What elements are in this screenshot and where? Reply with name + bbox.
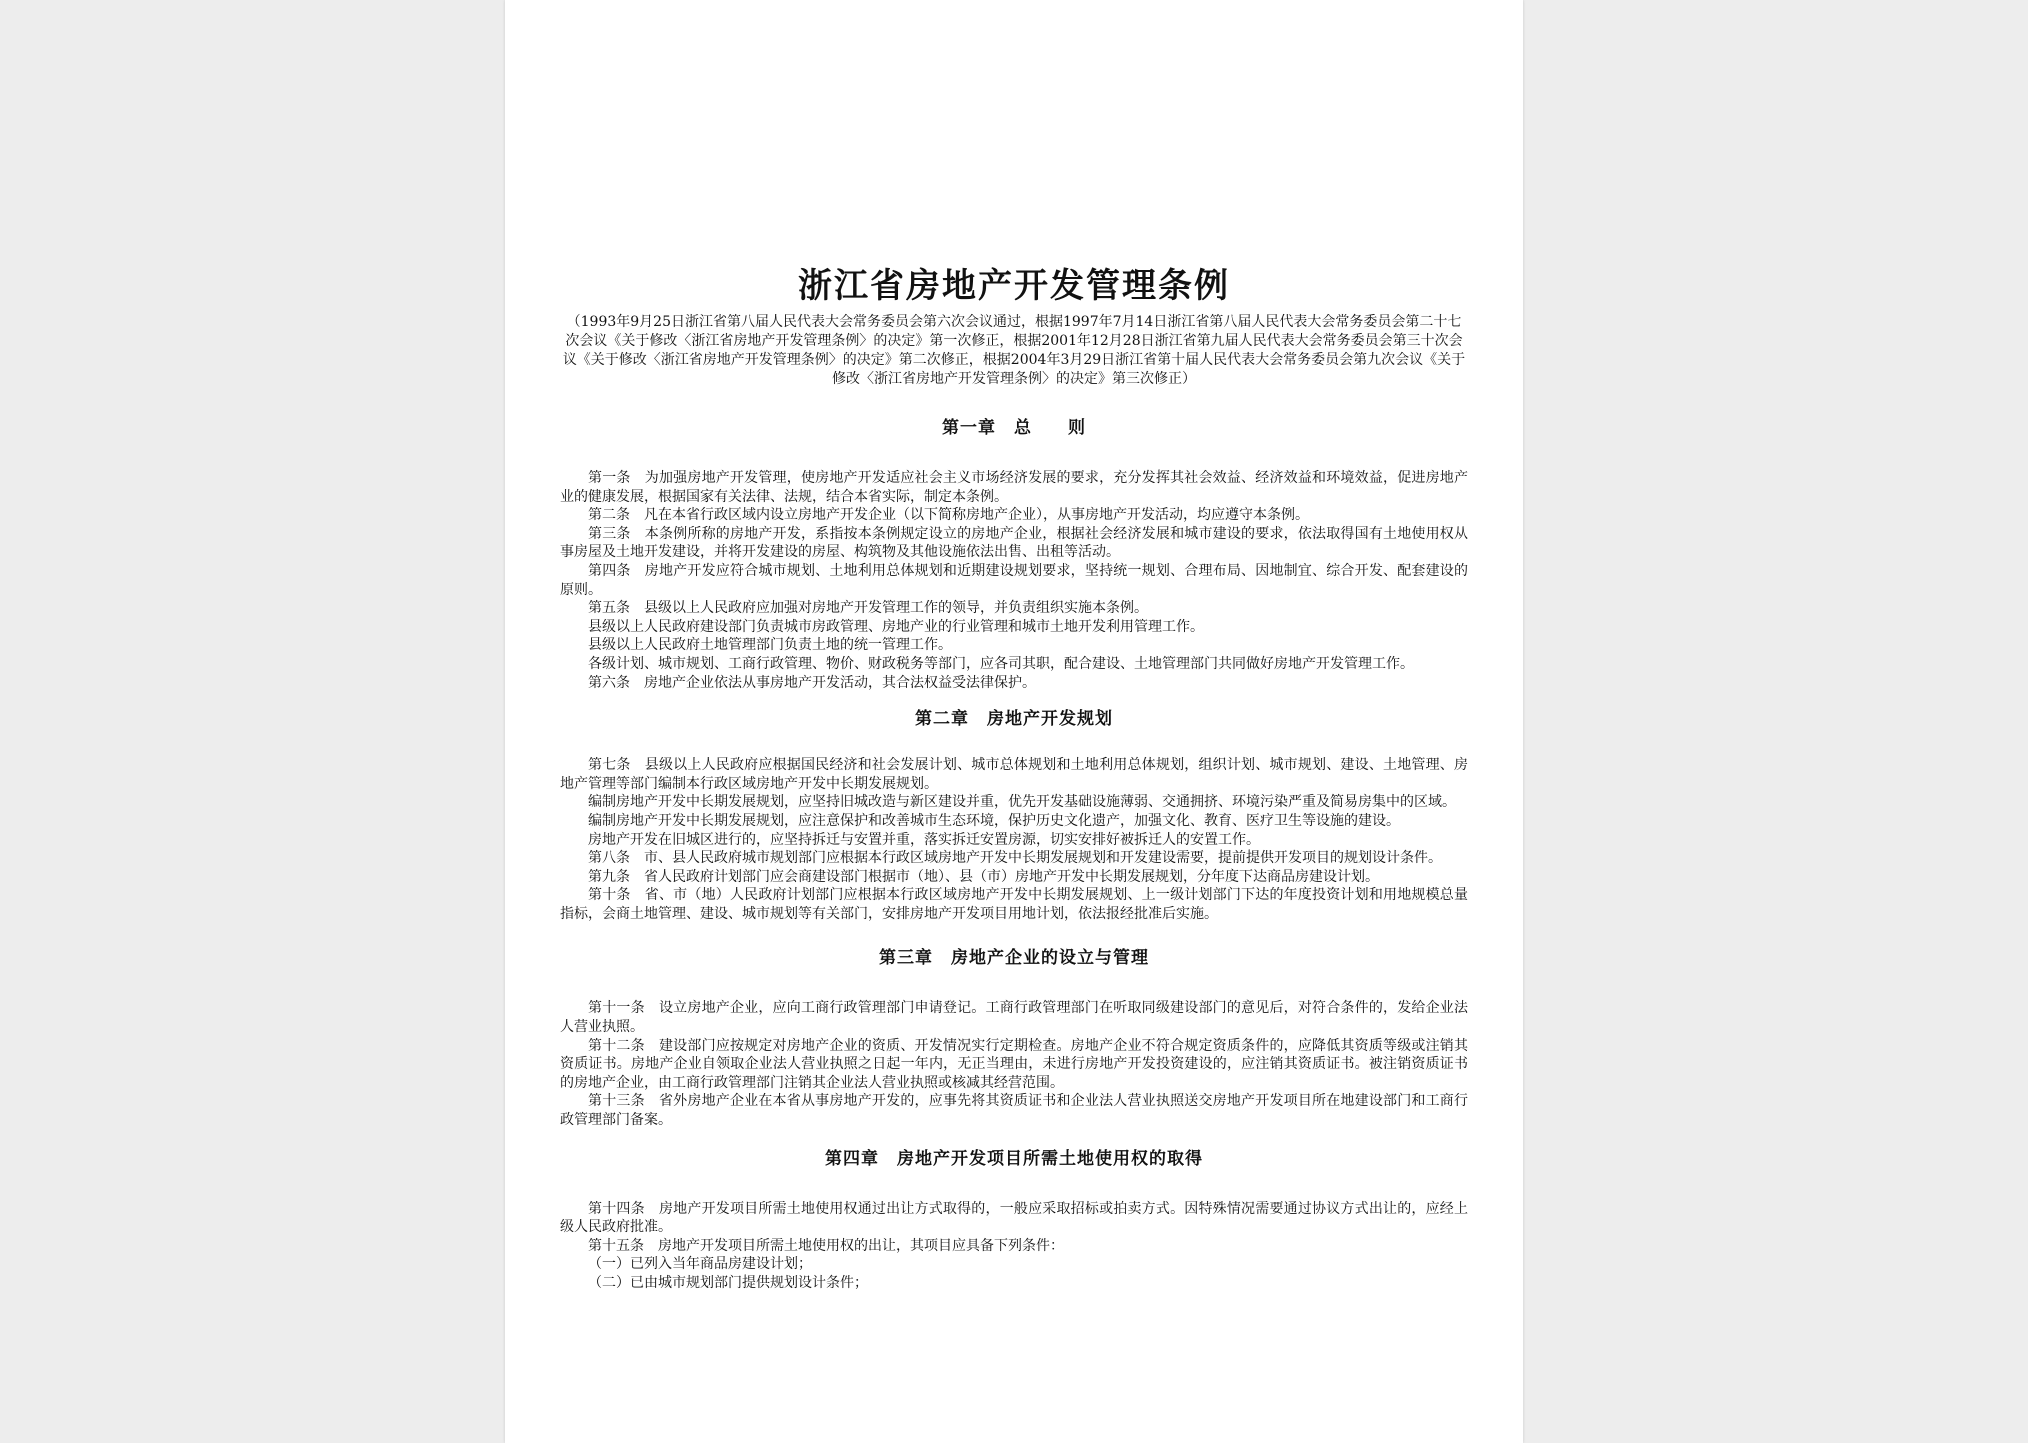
article-paragraph: 第十五条 房地产开发项目所需土地使用权的出让，其项目应具备下列条件：: [588, 1237, 1064, 1254]
article-paragraph: 第五条 县级以上人民政府应加强对房地产开发管理工作的领导，并负责组织实施本条例。: [588, 600, 1148, 617]
article-paragraph: 县级以上人民政府建设部门负责城市房政管理、房地产业的行业管理和城市土地开发利用管理工作。: [588, 618, 1204, 635]
document-subtitle: （1993年9月25日浙江省第八届人民代表大会常务委员会第六次会议通过，根据1997年7月14日浙江省第八届人民代表大会常务委员会第二十七次会议《关于修改〈浙江省房地产开发管理条例〉的决定》第一次修正，根据2001年12月28日浙江省第九届人民代表大会常务委员会第三十次会议《关于修改〈浙江省房地产开发管理条例〉的决定》第二次修正，根据2004年3月29日浙江省第十届人民代表大会常务委员会第九次会议《关于修改〈浙江省房地产开发管理条例〉的决定》第三次修正）: [562, 314, 1466, 387]
article-paragraph: 第一条 为加强房地产开发管理，使房地产开发适应社会主义市场经济发展的要求，充分发挥其社会效益、经济效益和环境效益，促进房地产业的健康发展，根据国家有关法律、法规，结合本省实际，制定本条例。: [560, 470, 1468, 505]
article-paragraph: 房地产开发在旧城区进行的，应坚持拆迁与安置并重，落实拆迁安置房源，切实安排好被拆迁人的安置工作。: [588, 831, 1260, 848]
article-paragraph: 各级计划、城市规划、工商行政管理、物价、财政税务等部门，应各司其职，配合建设、土地管理部门共同做好房地产开发管理工作。: [588, 655, 1414, 672]
article-paragraph: 县级以上人民政府土地管理部门负责土地的统一管理工作。: [588, 637, 952, 654]
chapter-heading: 第二章 房地产开发规划: [915, 709, 1113, 730]
article-paragraph: 第三条 本条例所称的房地产开发，系指按本条例规定设立的房地产企业，根据社会经济发展和城市建设的要求，依法取得国有土地使用权从事房屋及土地开发建设，并将开发建设的房屋、构筑物及其他设施依法出售、出租等活动。: [560, 525, 1468, 561]
article-paragraph: 第九条 省人民政府计划部门应会商建设部门根据市（地）、县（市）房地产开发中长期发展规划，分年度下达商品房建设计划。: [588, 868, 1379, 885]
article-paragraph: （二）已由城市规划部门提供规划设计条件；: [588, 1275, 868, 1291]
article-paragraph: 第二条 凡在本省行政区域内设立房地产开发企业（以下简称房地产企业），从事房地产开发活动，均应遵守本条例。: [588, 507, 1309, 524]
article-paragraph: 第四条 房地产开发应符合城市规划、土地利用总体规划和近期建设规划要求，坚持统一规划、合理布局、因地制宜、综合开发、配套建设的原则。: [560, 562, 1468, 598]
article-paragraph: 第十三条 省外房地产企业在本省从事房地产开发的，应事先将其资质证书和企业法人营业执照送交房地产开发项目所在地建设部门和工商行政管理部门备案。: [560, 1093, 1468, 1129]
article-paragraph: 第十四条 房地产开发项目所需土地使用权通过出让方式取得的，一般应采取招标或拍卖方式。因特殊情况需要通过协议方式出让的，应经上级人民政府批准。: [560, 1200, 1468, 1236]
article-paragraph: 第七条 县级以上人民政府应根据国民经济和社会发展计划、城市总体规划和土地利用总体规划，组织计划、城市规划、建设、土地管理、房地产管理等部门编制本行政区域房地产开发中长期发展规划。: [560, 757, 1468, 792]
chapter-1: [560, 417, 1468, 692]
article-paragraph: 第十二条 建设部门应按规定对房地产企业的资质、开发情况实行定期检查。房地产企业不符合规定资质条件的，应降低其资质等级或注销其资质证书。房地产企业自领取企业法人营业执照之日起一年内，无正当理由，未进行房地产开发投资建设的，应注销其资质证书。被注销资质证书的房地产企业，由工商行政管理部门注销其企业法人营业执照或核减其经营范围。: [560, 1037, 1468, 1091]
article-paragraph: 第十条 省、市（地）人民政府计划部门应根据本行政区域房地产开发中长期发展规划、上一级计划部门下达的年度投资计划和用地规模总量指标，会商土地管理、建设、城市规划等有关部门，安排房地产开发项目用地计划，依法报经批准后实施。: [560, 887, 1468, 922]
article-paragraph: 第六条 房地产企业依法从事房地产开发活动，其合法权益受法律保护。: [588, 674, 1036, 691]
document-content: [560, 265, 1468, 1293]
chapter-heading: 第四章 房地产开发项目所需土地使用权的取得: [825, 1148, 1203, 1169]
chapter-heading: 第三章 房地产企业的设立与管理: [879, 948, 1149, 969]
document-title: 浙江省房地产开发管理条例: [798, 266, 1230, 306]
article-paragraph: （一）已列入当年商品房建设计划；: [588, 1256, 812, 1273]
document-page: [505, 0, 1523, 1443]
article-paragraph: 第十一条 设立房地产企业，应向工商行政管理部门申请登记。工商行政管理部门在听取同级建设部门的意见后，对符合条件的，发给企业法人营业执照。: [560, 1000, 1468, 1036]
chapter-4: [560, 1148, 1468, 1293]
article-paragraph: 编制房地产开发中长期发展规划，应注意保护和改善城市生态环境，保护历史文化遗产，加强文化、教育、医疗卫生等设施的建设。: [588, 812, 1400, 829]
chapter-3: [560, 947, 1468, 1129]
chapter-2: [560, 708, 1468, 923]
chapter-heading: 第一章 总 则: [942, 418, 1086, 438]
article-paragraph: 第八条 市、县人民政府城市规划部门应根据本行政区域房地产开发中长期发展规划和开发建设需要，提前提供开发项目的规划设计条件。: [588, 850, 1442, 867]
article-paragraph: 编制房地产开发中长期发展规划，应坚持旧城改造与新区建设并重，优先开发基础设施薄弱、交通拥挤、环境污染严重及简易房集中的区域。: [588, 794, 1456, 811]
